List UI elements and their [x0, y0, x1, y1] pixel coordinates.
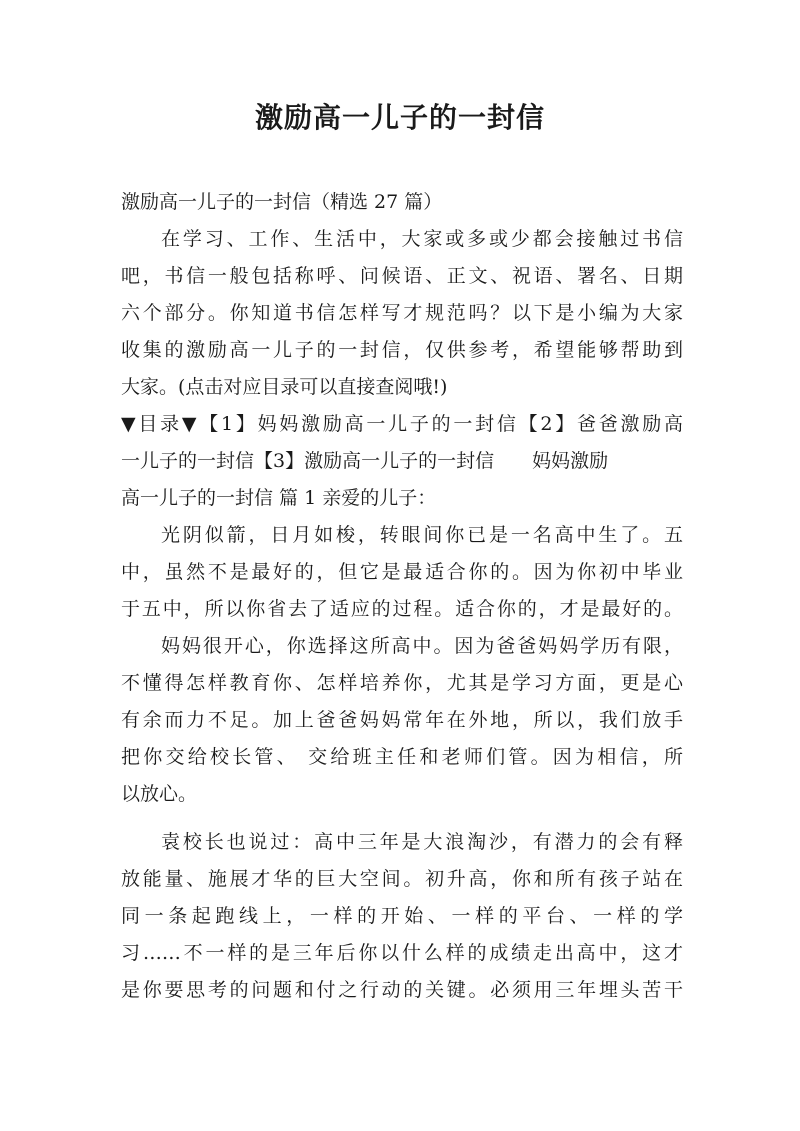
para1-line-3: 于五中，所以你省去了适应的过程。适合你的，才是最好的。 — [121, 598, 683, 620]
para3-line-1: 袁校长也说过：高中三年是大浪淘沙，有潜力的会有释 — [161, 831, 683, 853]
para3-line-3: 同一条起跑线上，一样的开始、一样的平台、一样的学 — [121, 905, 683, 927]
toc-line-3: 高一儿子的一封信 篇 1 亲爱的儿子： — [121, 487, 437, 509]
para2-line-4: 把你交给校长管、 交给班主任和老师们管。因为相信，所 — [121, 746, 683, 768]
para2-line-1: 妈妈很开心，你选择这所高中。因为爸爸妈妈学历有限， — [161, 635, 683, 657]
document-title: 激励高一儿子的一封信 — [254, 101, 545, 134]
intro-line-5: 大家。(点击对应目录可以直接查阅哦!) — [121, 376, 448, 398]
subtitle-line: 激励高一儿子的一封信（精选 27 篇） — [121, 191, 443, 213]
para3-line-5: 是你要思考的问题和付之行动的关键。必须用三年埋头苦干 — [121, 979, 683, 1001]
toc-line-1[interactable]: ▼目录▼【1】妈妈激励高一儿子的一封信【2】爸爸激励高 — [121, 413, 683, 435]
para2-line-5: 以放心。 — [121, 783, 198, 805]
intro-line-3: 六个部分。你知道书信怎样写才规范吗？以下是小编为大家 — [121, 302, 683, 324]
para1-line-1: 光阴似箭，日月如梭，转眼间你已是一名高中生了。五 — [161, 524, 683, 546]
toc-line-2[interactable]: 一儿子的一封信【3】激励高一儿子的一封信 妈妈激励 — [121, 450, 609, 472]
para2-line-2: 不懂得怎样教育你、怎样培养你，尤其是学习方面，更是心 — [121, 672, 683, 694]
para3-line-2: 放能量、施展才华的巨大空间。初升高，你和所有孩子站在 — [121, 868, 683, 890]
para1-line-2: 中，虽然不是最好的，但它是最适合你的。因为你初中毕业 — [121, 561, 683, 583]
intro-line-2: 吧，书信一般包括称呼、问候语、正文、祝语、署名、日期 — [121, 265, 683, 287]
document-body — [121, 184, 683, 1009]
para3-line-4: 习……不一样的是三年后你以什么样的成绩走出高中，这才 — [121, 942, 683, 964]
intro-line-4: 收集的激励高一儿子的一封信，仅供参考，希望能够帮助到 — [121, 339, 683, 361]
para2-line-3: 有余而力不足。加上爸爸妈妈常年在外地，所以，我们放手 — [121, 709, 683, 731]
intro-line-1: 在学习、工作、生活中，大家或多或少都会接触过书信 — [161, 228, 683, 250]
